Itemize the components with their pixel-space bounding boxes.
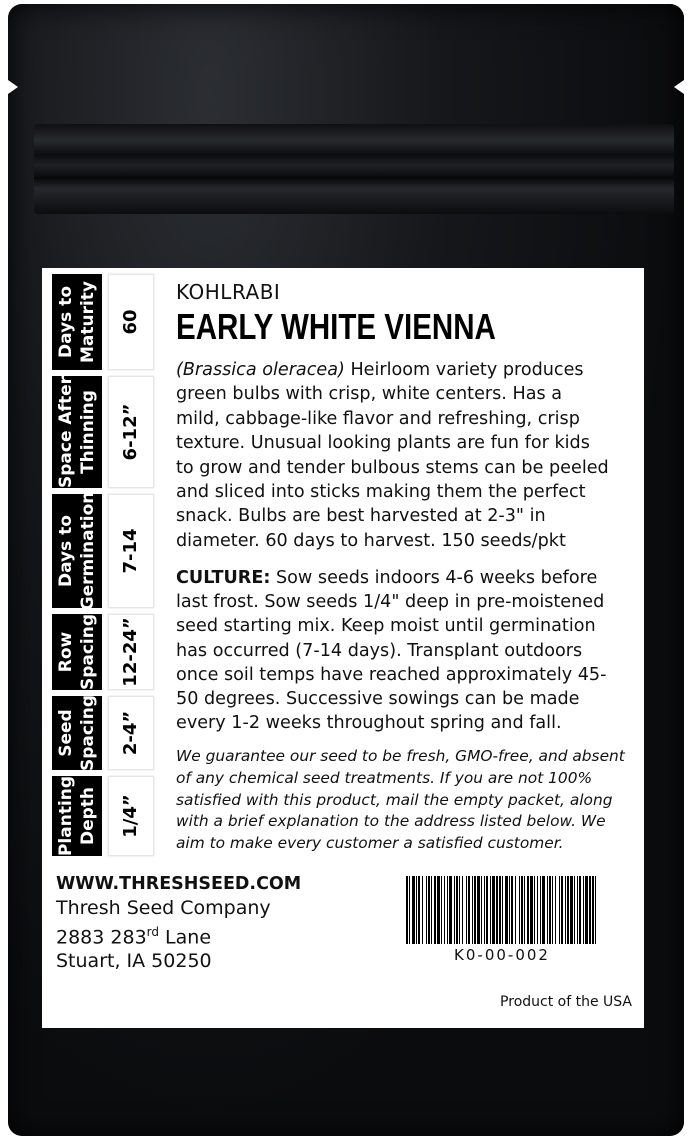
barcode-bar (585, 876, 588, 944)
barcode-bar (579, 876, 581, 944)
barcode-bar (502, 876, 503, 944)
barcode-bar (431, 876, 432, 944)
barcode-bar (583, 876, 584, 944)
culture-heading: CULTURE: (176, 568, 271, 588)
barcode-bar (490, 876, 491, 944)
barcode-bar (454, 876, 455, 944)
stat-row-spacing (52, 614, 154, 690)
stat-name: Planting Depth (52, 776, 102, 856)
stat-planting-depth (52, 776, 154, 856)
barcode-bar (441, 876, 442, 944)
barcode-bar (549, 876, 551, 944)
barcode-bar (418, 876, 420, 944)
barcode (404, 876, 600, 968)
scientific-name: (Brassica oleracea) (176, 360, 345, 380)
barcode-bar (589, 876, 591, 944)
product-description: (Brassica oleracea) Heirloom variety produces green bulbs with crisp, white centers. Has a mild, cabbage-like flavor and refreshing, crisp texture. Unusual looking plants are fun for kids to grow and tender bulbous stems can be peeled and sliced into sticks making them the perfect snack. Bulbs are best harvested at 2-3" in diameter. 60 days to harvest. 150 seeds/pkt (176, 360, 609, 551)
barcode-bar (449, 876, 452, 944)
barcode-bar (499, 876, 501, 944)
barcode-bar (530, 876, 533, 944)
product-origin: Product of the USA (500, 994, 632, 1010)
stat-name: Row Spacing (52, 614, 102, 690)
barcode-bar (592, 876, 594, 944)
barcode-bar (527, 876, 529, 944)
guarantee-text: We guarantee our seed to be fresh, GMO-free, and absent of any chemical seed treatments. If you are not 100% satisfied with this product, mail the empty packet, along with a brief explanation to the address listed below. We aim to make every customer a satisfied customer. (176, 747, 625, 853)
barcode-bar (570, 876, 573, 944)
barcode-bar (474, 876, 476, 944)
barcode-number: K0-00-002 (454, 946, 550, 964)
product-type: KOHLRABI (176, 280, 281, 304)
variety-name: EARLY WHITE VIENNA (176, 306, 496, 347)
barcode-bar (515, 876, 516, 944)
barcode-bar (492, 876, 495, 944)
barcode-bar (547, 876, 548, 944)
culture-instructions: CULTURE: Sow seeds indoors 4-6 weeks before last frost. Sow seeds 1/4" deep in pre-moistened seed starting mix. Keep moist until germination has occurred (7-14 days). Transplant outdoors once soil temps have reached approximately 45- 50 degrees. Successive sowings can be made every 1-2 weeks throughout spring and fall. (176, 568, 607, 734)
website-link[interactable]: WWW.THRESHSEED.COM (56, 874, 302, 894)
barcode-bar (444, 876, 445, 944)
barcode-bar (542, 876, 545, 944)
barcode-bar (434, 876, 436, 944)
barcode-bar (409, 876, 410, 944)
barcode-bar (505, 876, 508, 944)
company-address (56, 872, 301, 973)
zipper-seal (34, 124, 674, 214)
stat-value: 12-24” (108, 614, 154, 690)
barcode-bars (404, 876, 600, 944)
barcode-bar (552, 876, 553, 944)
stat-value: 1/4” (108, 776, 154, 856)
stat-days-to-maturity (52, 274, 154, 370)
barcode-bar (540, 876, 541, 944)
street-address: 2883 283rd Lane (56, 925, 212, 949)
stat-name: Seed Spacing (52, 696, 102, 770)
barcode-bar (595, 876, 596, 944)
barcode-bar (481, 876, 482, 944)
barcode-bar (567, 876, 569, 944)
barcode-bar (496, 876, 498, 944)
barcode-bar (524, 876, 525, 944)
barcode-bar (537, 876, 538, 944)
growing-stats (52, 268, 154, 858)
barcode-bar (428, 876, 430, 944)
barcode-bar (437, 876, 440, 944)
barcode-bar (561, 876, 563, 944)
barcode-bar (521, 876, 523, 944)
stat-name: Days to Germination (52, 494, 102, 608)
barcode-bar (519, 876, 520, 944)
barcode-bar (412, 876, 415, 944)
barcode-bar (565, 876, 566, 944)
barcode-bar (559, 876, 560, 944)
barcode-bar (577, 876, 578, 944)
barcode-bar (555, 876, 556, 944)
stat-days-to-germination (52, 491, 154, 611)
barcode-bar (574, 876, 575, 944)
stat-seed-spacing (52, 696, 154, 770)
barcode-bar (534, 876, 535, 944)
barcode-bar (466, 876, 467, 944)
barcode-bar (509, 876, 510, 944)
company-name: Thresh Seed Company (56, 897, 271, 919)
barcode-bar (416, 876, 417, 944)
barcode-bar (422, 876, 423, 944)
barcode-bar (511, 876, 513, 944)
barcode-bar (459, 876, 460, 944)
barcode-bar (426, 876, 427, 944)
stat-value: 60 (108, 274, 154, 370)
barcode-bar (447, 876, 448, 944)
barcode-bar (484, 876, 485, 944)
barcode-bar (468, 876, 470, 944)
stat-space-after-thinning (52, 376, 154, 488)
barcode-bar (486, 876, 488, 944)
barcode-bar (462, 876, 463, 944)
barcode-bar (477, 876, 480, 944)
city-line: Stuart, IA 50250 (56, 950, 212, 973)
barcode-bar (406, 876, 408, 944)
packet-label (42, 268, 644, 1028)
stat-value: 2-4” (108, 696, 154, 770)
stat-name: Days to Maturity (52, 274, 102, 370)
stat-value: 6-12” (108, 376, 154, 488)
stat-name: Space After Thinning (52, 376, 102, 488)
stat-value: 7-14 (108, 494, 154, 608)
barcode-bar (472, 876, 473, 944)
barcode-bar (456, 876, 458, 944)
